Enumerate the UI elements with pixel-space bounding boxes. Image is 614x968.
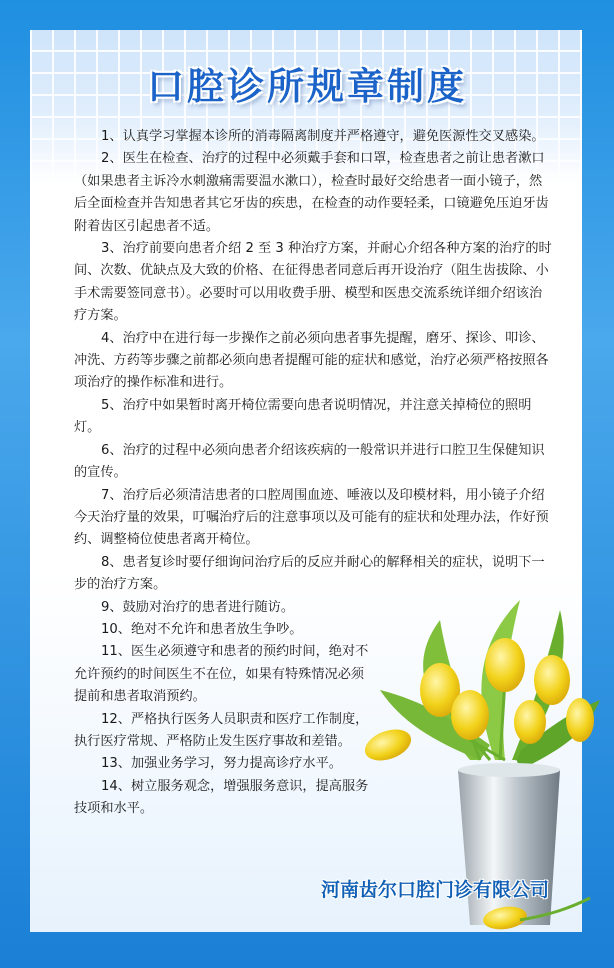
rule-item: 13、加强业务学习，努力提高诊疗水平。 (101, 756, 342, 772)
rule-item: 1、认真学习掌握本诊所的消毒隔离制度并严格遵守，避免医源性交叉感染。 (101, 129, 545, 144)
rule-item: 5、治疗中如果暂时离开椅位需要向患者说明情况，并注意关掉椅位的照明灯。 (74, 397, 532, 436)
company-name: 河南齿尔口腔门诊有限公司 (320, 879, 549, 901)
rule-item: 14、树立服务观念，增强服务意识，提高服务技项和水平。 (74, 778, 369, 817)
rule-item: 10、绝对不允许和患者放生争吵。 (101, 621, 303, 637)
rule-item: 3、治疗前要向患者介绍 2 至 3 种治疗方案，并耐心介绍各种方案的治疗的时间、次数、优缺点及大致的价格、在征得患者同意后再开设治疗（阻生齿拔除、小手术需要签同意书）。必要时可以用收费手册、模型和医患交流系统详细介绍该治疗方案。 (74, 241, 552, 324)
rule-item: 7、治疗后必须清洁患者的口腔周围血迹、唾液以及印模材料，用小镜子介绍今天治疗量的效果，叮嘱治疗后的注意事项以及可能有的症状和处理办法，作好预约、调整椅位使患者离开椅位。 (74, 487, 549, 548)
page-title: 口腔诊所规章制度 (147, 65, 467, 108)
rule-item: 8、患者复诊时要仔细询问治疗后的反应并耐心的解释相关的症状，说明下一步的治疗方案。 (74, 554, 545, 593)
rule-item: 11、医生必须遵守和患者的预约时间，绝对不允许预约的时间医生不在位，如果有特殊情况必须提前和患者取消预约。 (74, 644, 369, 705)
rule-item: 12、严格执行医务人员职责和医疗工作制度，执行医疗常规、严格防止发生医疗事故和差错。 (74, 711, 369, 749)
rule-item: 4、治疗中在进行每一步操作之前必须向患者事先提醒，磨牙、探诊、叩诊、冲洗、方药等步骤之前都必须向患者提醒可能的症状和感觉，治疗必须严格按照各项治疗的操作标准和进行。 (74, 330, 549, 391)
rule-item: 9、鼓励对治疗的患者进行随访。 (101, 599, 295, 615)
rule-item: 6、治疗的过程中必须向患者介绍该疾病的一般常识并进行口腔卫生保健知识的宣传。 (74, 442, 545, 481)
rules-list (74, 126, 554, 821)
rule-item: 2、医生在检查、治疗的过程中必须戴手套和口罩，检查患者之前让患者漱口（如果患者主诉冷水刺激痛需要温水漱口），检查时最好交给患者一面小镜子，然后全面检查并告知患者其它牙齿的疾患，在检查的动作要轻柔，口镜避免压迫牙齿附着齿区引起患者不适。 (74, 151, 549, 234)
